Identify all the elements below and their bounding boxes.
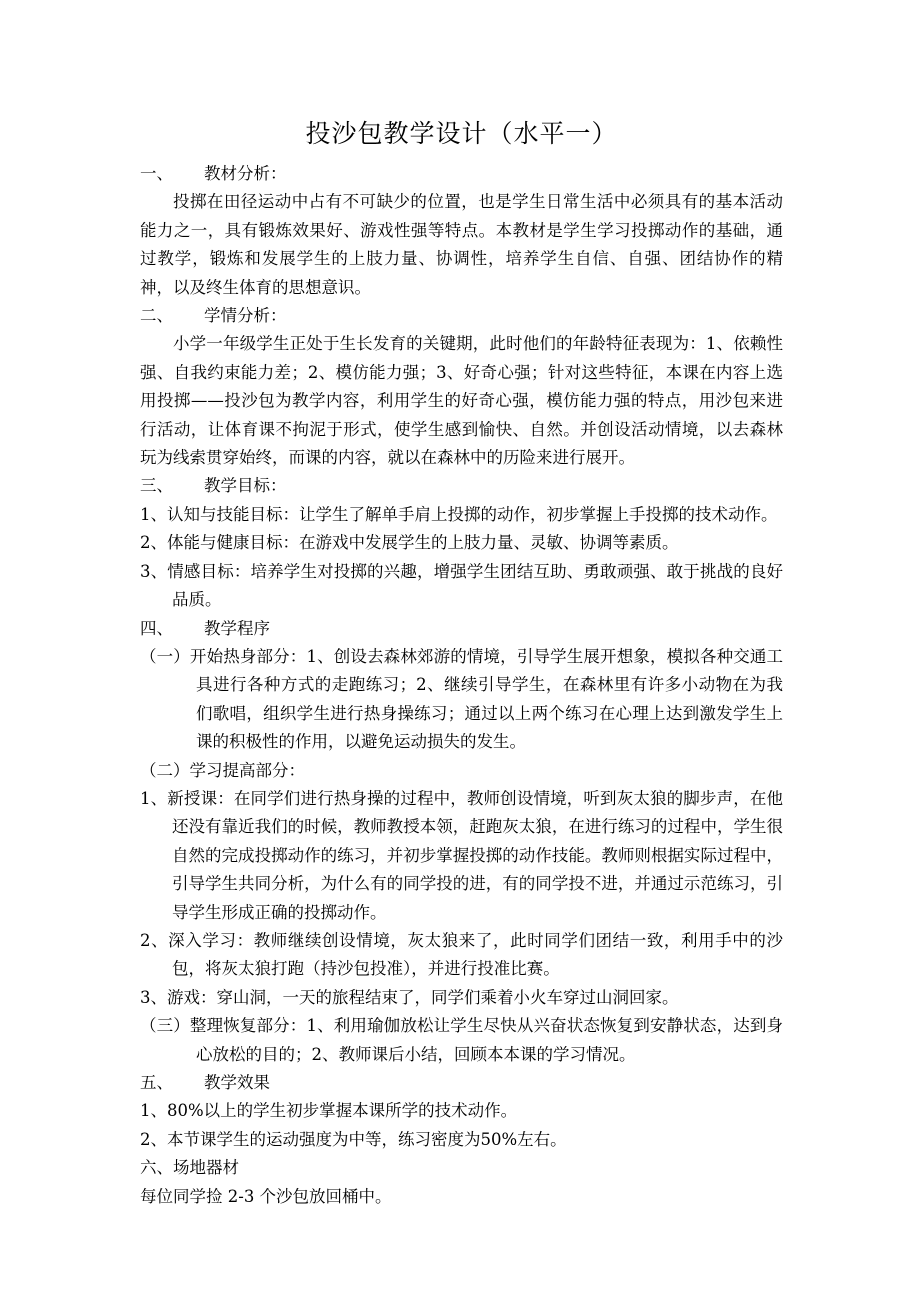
- section-number: 二、: [140, 306, 173, 326]
- document-title: 投沙包教学设计（水平一）: [305, 119, 618, 148]
- section-heading-goals: [140, 472, 783, 500]
- goal-item: 1、认知与技能目标：让学生了解单手肩上投掷的动作，初步掌握上手投掷的技术动作。: [140, 504, 778, 524]
- section-title: 教学程序: [204, 618, 270, 638]
- effect-item: 1、80%以上的学生初步掌握本课所学的技术动作。: [140, 1101, 518, 1121]
- procedure-item: 2、深入学习：教师继续创设情境，灰太狼来了，此时同学们团结一致，利用手中的沙包，将灰太狼打跑（持沙包投准），并进行投准比赛。: [140, 930, 783, 979]
- student-analysis-text: 小学一年级学生正处于生长发育的关键期，此时他们的年龄特征表现为：1、依赖性强、自我约束能力差；2、模仿能力强；3、好奇心强；针对这些特征，本课在内容上选用投掷——投沙包为教学内容，利用学生的好奇心强，模仿能力强的特点，用沙包来进行活动，让体育课不拘泥于形式，使学生感到愉快、自然。并创设活动情境，以去森林玩为线索贯穿始终，而课的内容，就以在森林中的历险来进行展开。: [140, 334, 783, 468]
- section-heading-equipment: 六、场地器材: [140, 1158, 239, 1178]
- procedure-item: 1、新授课：在同学们进行热身操的过程中，教师创设情境，听到灰太狼的脚步声，在他还没有靠近我们的时候，教师教授本领，赶跑灰太狼，在进行练习的过程中，学生很自然的完成投掷动作的练习，并初步掌握投掷的动作技能。教师则根据实际过程中，引导学生共同分析，为什么有的同学投的进，有的同学投不进，并通过示范练习，引导学生形成正确的投掷动作。: [140, 788, 783, 922]
- section-title: 学情分析：: [204, 306, 287, 326]
- section-number: 三、: [140, 476, 173, 496]
- section-heading-materials: [140, 160, 783, 188]
- procedure-learning-heading: （二）学习提高部分：: [140, 760, 305, 780]
- goal-item: 2、体能与健康目标：在游戏中发展学生的上肢力量、灵敏、协调等素质。: [140, 533, 679, 553]
- section-title: 教学效果: [204, 1073, 270, 1092]
- section-heading-procedure: [140, 615, 783, 643]
- section-number: 五、: [140, 1073, 173, 1092]
- section-number: 四、: [140, 618, 173, 638]
- procedure-warmup: （一）开始热身部分：1、创设去森林郊游的情境，引导学生展开想象，模拟各种交通工具进行各种方式的走跑练习；2、继续引导学生，在森林里有许多小动物在为我们歌唱，组织学生进行热身操练习；通过以上两个练习在心理上达到激发学生上课的积极性的作用，以避免运动损失的发生。: [140, 646, 783, 752]
- procedure-cooldown: （三）整理恢复部分：1、利用瑜伽放松让学生尽快从兴奋状态恢复到安静状态，达到身心放松的目的；2、教师课后小结，回顾本本课的学习情况。: [140, 1016, 783, 1064]
- effect-item: 2、本节课学生的运动强度为中等，练习密度为50%左右。: [140, 1129, 567, 1149]
- equipment-text: 每位同学捡 2-3 个沙包放回桶中。: [140, 1186, 392, 1206]
- section-number: 一、: [140, 164, 173, 183]
- section-title: 教学目标：: [204, 476, 287, 496]
- document-page: [140, 112, 783, 1211]
- procedure-item: 3、游戏：穿山洞，一天的旅程结束了，同学们乘着小火车穿过山洞回家。: [140, 987, 679, 1007]
- section-title: 教材分析：: [204, 164, 287, 183]
- goal-item: 3、情感目标：培养学生对投掷的兴趣，增强学生团结互助、勇敢顽强、敢于挑战的良好品质。: [140, 561, 783, 610]
- section-heading-effects: [140, 1069, 783, 1097]
- materials-analysis-text: 投掷在田径运动中占有不可缺少的位置，也是学生日常生活中必须具有的基本活动能力之一，具有锻炼效果好、游戏性强等特点。本教材是学生学习投掷动作的基础，通过教学，锻炼和发展学生的上肢力量、协调性，培养学生自信、自强、团结协作的精神，以及终生体育的思想意识。: [140, 192, 783, 297]
- section-heading-students: [140, 302, 783, 330]
- document-body: [140, 160, 783, 1211]
